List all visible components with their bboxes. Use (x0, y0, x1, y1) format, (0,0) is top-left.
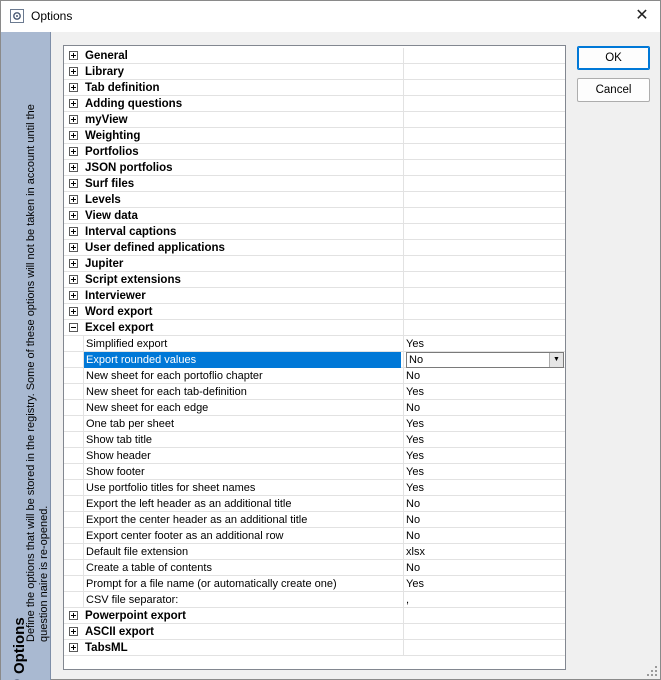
category-row[interactable] (64, 272, 565, 288)
column-separator (403, 624, 404, 640)
category-row[interactable] (64, 160, 565, 176)
property-value[interactable]: No (406, 562, 421, 574)
side-panel (1, 32, 51, 680)
expand-icon[interactable] (69, 195, 78, 204)
column-separator (403, 576, 404, 592)
column-separator (403, 64, 404, 80)
column-separator (403, 272, 404, 288)
category-row[interactable] (64, 64, 565, 80)
expand-icon[interactable] (69, 275, 78, 284)
row-gutter (64, 208, 83, 224)
property-row[interactable] (64, 496, 565, 512)
property-name[interactable]: Create a table of contents (83, 560, 401, 576)
property-row[interactable] (64, 576, 565, 592)
row-gutter (64, 512, 83, 528)
column-separator (403, 496, 404, 512)
row-gutter (64, 416, 83, 432)
expand-icon[interactable] (69, 291, 78, 300)
column-separator (403, 48, 404, 64)
row-gutter (64, 176, 83, 192)
row-gutter (64, 640, 83, 656)
row-gutter (64, 544, 83, 560)
property-value[interactable]: Yes (406, 434, 424, 446)
category-row[interactable] (64, 48, 565, 64)
row-gutter (64, 112, 83, 128)
row-gutter (64, 64, 83, 80)
property-value[interactable]: Yes (406, 578, 424, 590)
row-gutter (64, 576, 83, 592)
column-separator (403, 304, 404, 320)
side-title: Options (11, 617, 28, 674)
property-row[interactable] (64, 432, 565, 448)
column-separator (403, 416, 404, 432)
column-separator (403, 368, 404, 384)
property-row[interactable] (64, 400, 565, 416)
expand-icon[interactable] (69, 627, 78, 636)
category-label: Powerpoint export (85, 610, 186, 622)
row-gutter (64, 448, 83, 464)
row-gutter (64, 400, 83, 416)
category-label: Levels (85, 194, 121, 206)
category-label: View data (85, 210, 138, 222)
property-name[interactable]: Prompt for a file name (or automatically create one) (83, 576, 401, 592)
expand-icon[interactable] (69, 611, 78, 620)
column-separator (403, 464, 404, 480)
property-name[interactable]: CSV file separator: (83, 592, 401, 608)
category-row[interactable] (64, 256, 565, 272)
column-separator (403, 400, 404, 416)
column-separator (403, 608, 404, 624)
property-row[interactable] (64, 464, 565, 480)
column-separator (403, 256, 404, 272)
column-separator (403, 336, 404, 352)
category-row[interactable] (64, 304, 565, 320)
category-label: Library (85, 66, 124, 78)
category-label: myView (85, 114, 128, 126)
expand-icon[interactable] (69, 115, 78, 124)
property-name[interactable]: Export rounded values (83, 352, 401, 368)
close-icon: ✕ (635, 7, 649, 24)
column-separator (403, 288, 404, 304)
row-gutter (64, 48, 83, 64)
category-row[interactable] (64, 640, 565, 656)
column-separator (403, 448, 404, 464)
row-gutter (64, 288, 83, 304)
property-name[interactable]: Export center footer as an additional row (83, 528, 401, 544)
row-gutter (64, 592, 83, 608)
row-gutter (64, 368, 83, 384)
column-separator (403, 240, 404, 256)
property-value[interactable]: Yes (406, 386, 424, 398)
row-gutter (64, 128, 83, 144)
property-name[interactable]: Export the center header as an additional title (83, 512, 401, 528)
category-row[interactable] (64, 624, 565, 640)
expand-icon[interactable] (69, 131, 78, 140)
property-name[interactable]: New sheet for each portoflio chapter (83, 368, 401, 384)
category-label: Portfolios (85, 146, 139, 158)
property-row[interactable] (64, 560, 565, 576)
row-gutter (64, 464, 83, 480)
category-row[interactable] (64, 96, 565, 112)
column-separator (403, 544, 404, 560)
row-gutter (64, 272, 83, 288)
property-name[interactable]: Simplified export (83, 336, 401, 352)
expand-icon[interactable] (69, 83, 78, 92)
expand-icon[interactable] (69, 147, 78, 156)
expand-icon[interactable] (69, 259, 78, 268)
property-row[interactable] (64, 544, 565, 560)
property-value[interactable]: Yes (406, 418, 424, 430)
column-separator (403, 128, 404, 144)
category-label: Interval captions (85, 226, 177, 238)
row-gutter (64, 336, 83, 352)
column-separator (403, 560, 404, 576)
category-label: Excel export (85, 322, 154, 334)
category-row[interactable] (64, 208, 565, 224)
row-gutter (64, 496, 83, 512)
property-name[interactable]: One tab per sheet (83, 416, 401, 432)
property-row[interactable] (64, 368, 565, 384)
resize-grip-icon[interactable] (647, 666, 657, 676)
row-gutter (64, 224, 83, 240)
dropdown-arrow-icon[interactable]: ▼ (549, 353, 563, 367)
property-value[interactable]: Yes (406, 338, 424, 350)
category-row[interactable] (64, 240, 565, 256)
property-row[interactable] (64, 384, 565, 400)
category-label: User defined applications (85, 242, 225, 254)
property-row[interactable] (64, 416, 565, 432)
category-label: Script extensions (85, 274, 181, 286)
column-separator (403, 592, 404, 608)
property-row[interactable] (64, 480, 565, 496)
category-label: Word export (85, 306, 153, 318)
column-separator (403, 224, 404, 240)
category-row[interactable] (64, 192, 565, 208)
expand-icon[interactable] (69, 163, 78, 172)
row-gutter (64, 144, 83, 160)
category-label: Adding questions (85, 98, 183, 110)
property-row[interactable] (64, 592, 565, 608)
property-name[interactable]: Show header (83, 448, 401, 464)
column-separator (403, 80, 404, 96)
property-value[interactable]: No (406, 514, 421, 526)
property-value[interactable]: No (406, 530, 421, 542)
ok-button[interactable]: OK (577, 46, 650, 70)
row-gutter (64, 80, 83, 96)
property-value[interactable]: , (406, 594, 410, 606)
column-separator (403, 192, 404, 208)
property-name[interactable]: New sheet for each tab-definition (83, 384, 401, 400)
property-value[interactable]: xlsx (406, 546, 425, 558)
category-row[interactable] (64, 320, 565, 336)
row-gutter (64, 192, 83, 208)
row-gutter (64, 160, 83, 176)
expand-icon[interactable] (69, 179, 78, 188)
category-label: ASCII export (85, 626, 155, 638)
column-separator (403, 512, 404, 528)
expand-icon[interactable] (69, 307, 78, 316)
close-button[interactable] (628, 4, 656, 28)
collapse-icon[interactable] (69, 323, 78, 332)
row-gutter (64, 352, 83, 368)
column-separator (403, 176, 404, 192)
window-title: Options (31, 9, 73, 23)
expand-icon[interactable] (69, 99, 78, 108)
property-row[interactable] (64, 528, 565, 544)
row-gutter (64, 304, 83, 320)
column-separator (403, 384, 404, 400)
row-gutter (64, 240, 83, 256)
category-row[interactable] (64, 112, 565, 128)
expand-icon[interactable] (69, 227, 78, 236)
column-separator (403, 160, 404, 176)
category-label: TabsML (85, 642, 128, 654)
row-gutter (64, 624, 83, 640)
expand-icon[interactable] (69, 211, 78, 220)
category-row[interactable] (64, 144, 565, 160)
title-bar (1, 1, 660, 32)
property-name[interactable]: Export the left header as an additional title (83, 496, 401, 512)
column-separator (403, 144, 404, 160)
expand-icon[interactable] (69, 643, 78, 652)
property-name[interactable]: Show tab title (83, 432, 401, 448)
row-gutter (64, 608, 83, 624)
category-label: Jupiter (85, 258, 124, 270)
property-value[interactable]: No (406, 402, 421, 414)
column-separator (403, 96, 404, 112)
options-gear-icon (10, 9, 24, 23)
column-separator (403, 432, 404, 448)
property-row[interactable] (64, 512, 565, 528)
property-value[interactable]: Yes (406, 482, 424, 494)
expand-icon[interactable] (69, 67, 78, 76)
property-row[interactable] (64, 448, 565, 464)
column-separator (403, 528, 404, 544)
column-separator (403, 320, 404, 336)
column-separator (403, 480, 404, 496)
row-gutter (64, 432, 83, 448)
category-label: Surf files (85, 178, 135, 190)
property-value[interactable]: No (406, 370, 421, 382)
row-gutter (64, 384, 83, 400)
column-separator (403, 112, 404, 128)
side-description: Define the options that will be stored in the registry. Some of these options will not be taken in account until the question naire is re-opened. (25, 104, 50, 642)
category-label: General (85, 50, 128, 62)
expand-icon[interactable] (69, 243, 78, 252)
column-separator (403, 640, 404, 656)
category-row[interactable] (64, 224, 565, 240)
property-value[interactable]: Yes (406, 466, 424, 478)
cancel-button[interactable]: Cancel (577, 78, 650, 102)
row-gutter (64, 480, 83, 496)
category-label: JSON portfolios (85, 162, 173, 174)
row-gutter (64, 528, 83, 544)
category-row[interactable] (64, 128, 565, 144)
property-value-dropdown[interactable] (406, 352, 564, 368)
row-gutter (64, 320, 83, 336)
property-row[interactable] (64, 352, 565, 368)
row-gutter (64, 96, 83, 112)
gears-icon (9, 676, 43, 680)
category-row[interactable] (64, 176, 565, 192)
property-name[interactable]: Default file extension (83, 544, 401, 560)
category-label: Interviewer (85, 290, 146, 302)
column-separator (403, 352, 404, 368)
property-value[interactable]: Yes (406, 450, 424, 462)
category-row[interactable] (64, 80, 565, 96)
category-row[interactable] (64, 288, 565, 304)
property-value[interactable]: No (406, 498, 421, 510)
property-name[interactable]: New sheet for each edge (83, 400, 401, 416)
property-grid[interactable] (63, 45, 566, 670)
category-row[interactable] (64, 608, 565, 624)
property-name[interactable]: Show footer (83, 464, 401, 480)
category-label: Weighting (85, 130, 141, 142)
column-separator (403, 208, 404, 224)
row-gutter (64, 560, 83, 576)
row-gutter (64, 256, 83, 272)
expand-icon[interactable] (69, 51, 78, 60)
property-value: No (409, 354, 424, 366)
property-name[interactable]: Use portfolio titles for sheet names (83, 480, 401, 496)
property-row[interactable] (64, 336, 565, 352)
category-label: Tab definition (85, 82, 160, 94)
